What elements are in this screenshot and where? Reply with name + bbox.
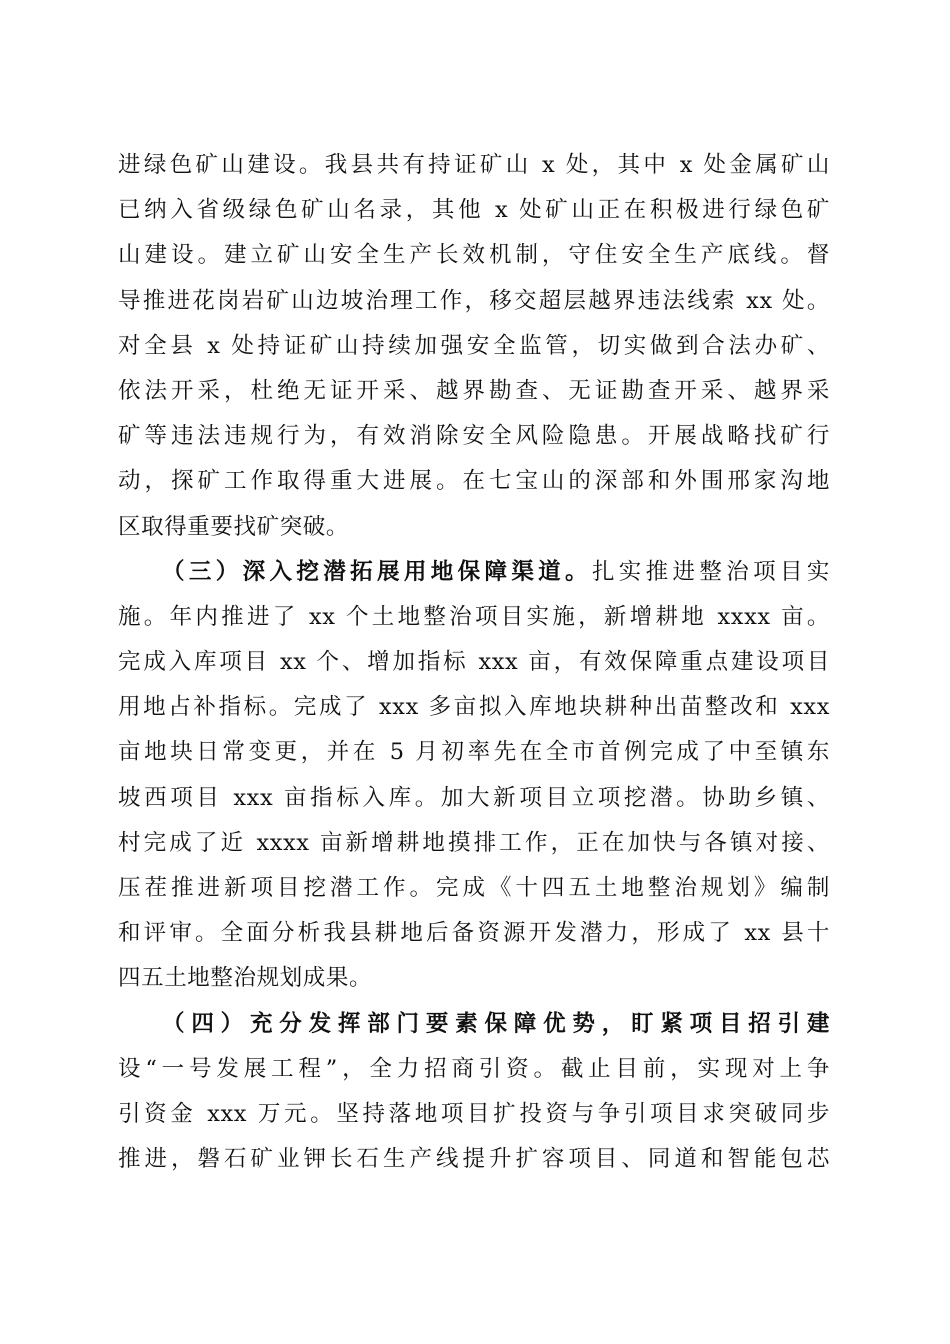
text-line: 村完成了近 xxxx 亩新增耕地摸排工作，正在加快与各镇对接、 bbox=[118, 829, 830, 856]
text-line: 矿等违法违规行为，有效消除安全风险隐患。开展战略找矿行 bbox=[118, 423, 830, 450]
text-line: 推进，磐石矿业钾长石生产线提升扩容项目、同道和智能包芯 bbox=[118, 1146, 830, 1173]
text-line: 四五土地整治规划成果。 bbox=[118, 965, 373, 992]
section-3-heading: （三）深入挖潜拓展用地保障渠道。 bbox=[162, 558, 592, 585]
text-line: 和评审。全面分析我县耕地后备资源开发潜力，形成了 xx 县十 bbox=[118, 920, 830, 947]
text-line: 引资金 xxx 万元。坚持落地项目扩投资与争引项目求突破同步 bbox=[118, 1100, 830, 1127]
section-3-first-line bbox=[118, 550, 830, 595]
text-line: 依法开采，杜绝无证开采、越界勘查、无证勘查开采、越界采 bbox=[118, 377, 830, 404]
text-line: 设“一号发展工程”，全力招商引资。截止目前，实现对上争 bbox=[118, 1055, 830, 1082]
text-line: 完成入库项目 xx 个、增加指标 xxx 亩，有效保障重点建设项目 bbox=[118, 649, 830, 676]
text-line: 用地占补指标。完成了 xxx 多亩拟入库地块耕种出苗整改和 xxx bbox=[118, 694, 830, 721]
text-line: 进绿色矿山建设。我县共有持证矿山 x 处，其中 x 处金属矿山 bbox=[118, 152, 830, 178]
text-line: 坡西项目 xxx 亩指标入库。加大新项目立项挖潜。协助乡镇、 bbox=[118, 784, 830, 811]
text-line: 亩地块日常变更，并在 5 月初率先在全市首例完成了中至镇东 bbox=[118, 739, 830, 766]
section-4-heading: （四）充分发挥部门要素保障优势，盯紧项目招引建 bbox=[162, 1010, 830, 1037]
section-3-text: 扎实推进整治项目实 bbox=[591, 558, 830, 585]
text-line: 对全县 x 处持证矿山持续加强安全监管，切实做到合法办矿、 bbox=[118, 332, 830, 359]
text-line: 区取得重要找矿突破。 bbox=[118, 513, 350, 540]
document-body bbox=[118, 143, 830, 1182]
text-line: 动，探矿工作取得重大进展。在七宝山的深部和外围邢家沟地 bbox=[118, 468, 830, 495]
text-line: 压茬推进新项目挖潜工作。完成《十四五土地整治规划》编制 bbox=[118, 875, 830, 901]
text-line: 导推进花岗岩矿山边坡治理工作，移交超层越界违法线索 xx 处。 bbox=[118, 287, 830, 314]
text-line: 已纳入省级绿色矿山名录，其他 x 处矿山正在积极进行绿色矿 bbox=[118, 197, 830, 224]
text-line: 山建设。建立矿山安全生产长效机制，守住安全生产底线。督 bbox=[118, 242, 830, 269]
text-line: 施。年内推进了 xx 个土地整治项目实施，新增耕地 xxxx 亩。 bbox=[118, 603, 830, 630]
section-4-first-line bbox=[118, 1002, 830, 1047]
